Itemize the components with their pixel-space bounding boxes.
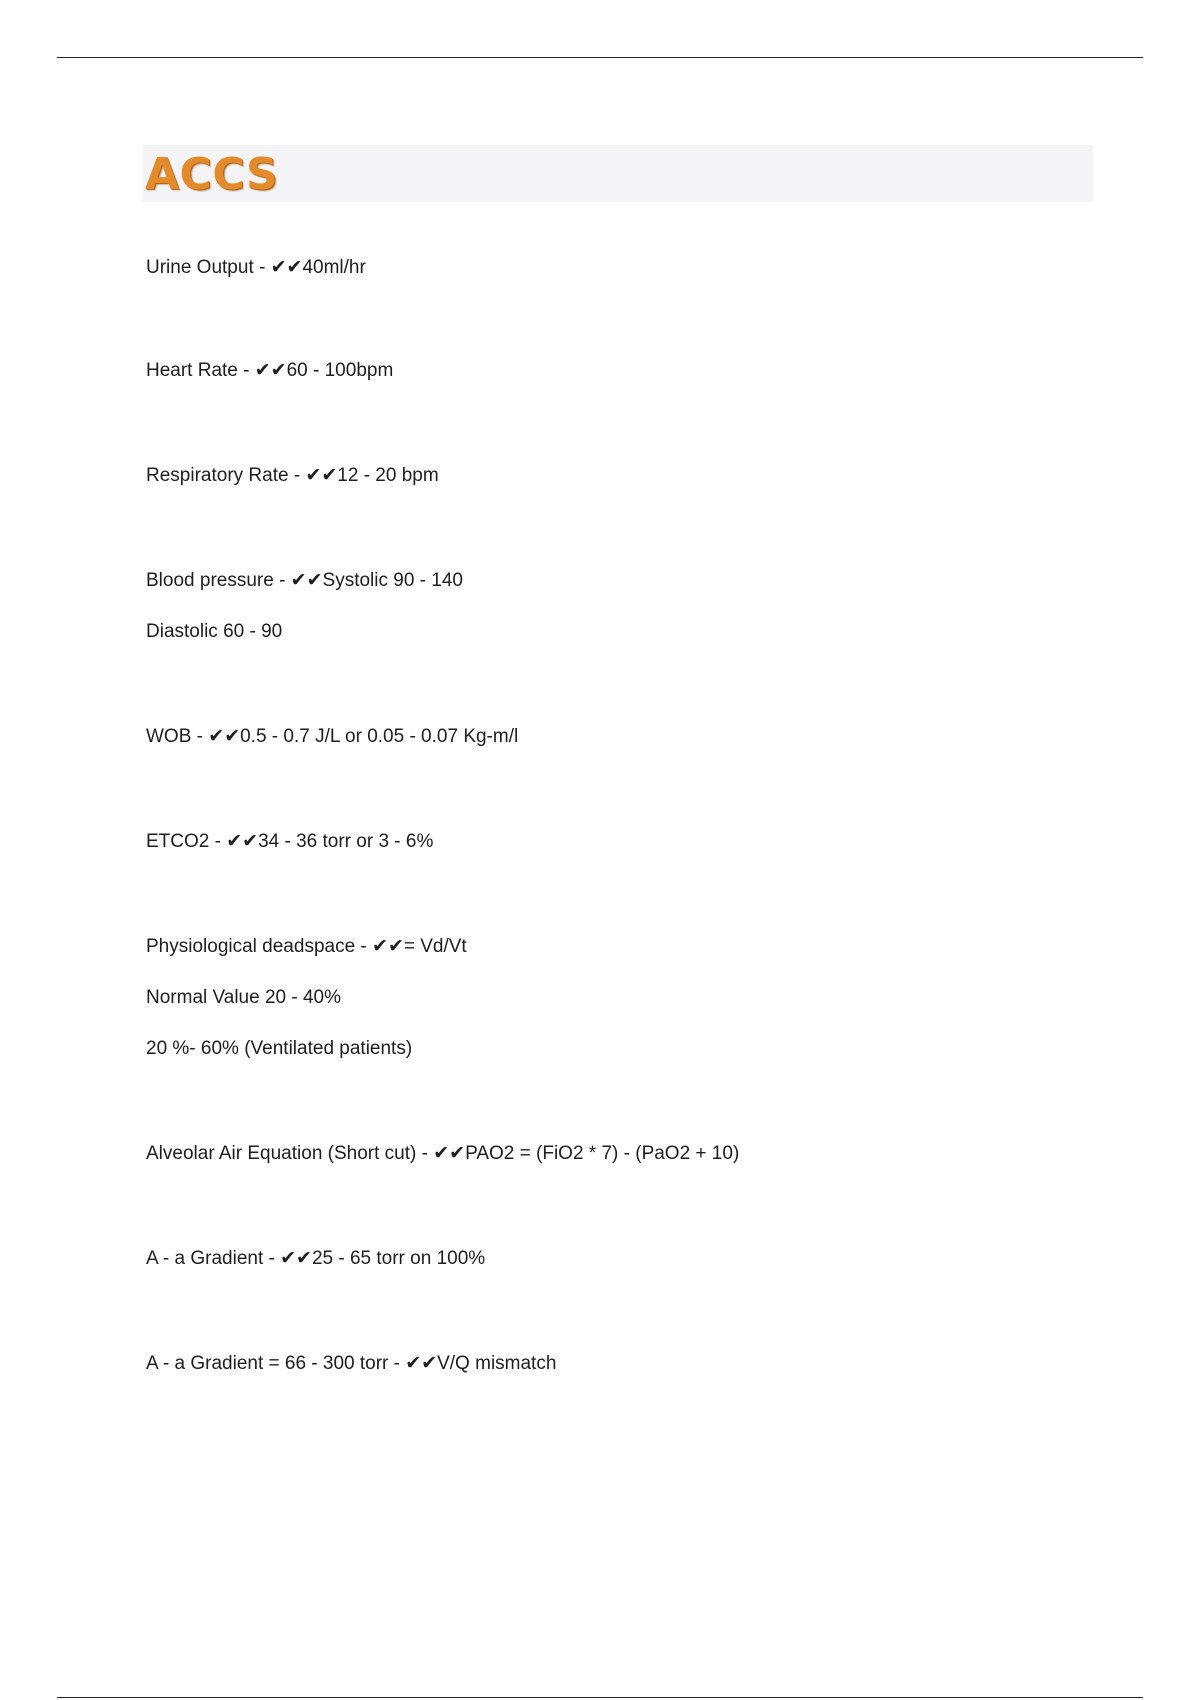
header-rule xyxy=(57,57,1143,58)
entry-alveolar-air-equation: Alveolar Air Equation (Short cut) - ✔✔PAO2 = (FiO2 * 7) - (PaO2 + 10) xyxy=(146,1143,740,1164)
entry-physiological-deadspace: Physiological deadspace - ✔✔= Vd/Vt xyxy=(146,936,467,957)
entry-ventilated-patients: 20 %- 60% (Ventilated patients) xyxy=(146,1038,413,1059)
entry-a-a-gradient: A - a Gradient - ✔✔25 - 65 torr on 100% xyxy=(146,1248,486,1269)
entry-urine-output: Urine Output - ✔✔40ml/hr xyxy=(146,257,366,278)
entry-heart-rate: Heart Rate - ✔✔60 - 100bpm xyxy=(146,360,394,381)
entry-a-a-gradient-mismatch: A - a Gradient = 66 - 300 torr - ✔✔V/Q mismatch xyxy=(146,1353,557,1374)
entry-etco2: ETCO2 - ✔✔34 - 36 torr or 3 - 6% xyxy=(146,831,434,852)
entry-respiratory-rate: Respiratory Rate - ✔✔12 - 20 bpm xyxy=(146,465,439,486)
title-banner xyxy=(143,145,1093,202)
document-title: ACCS xyxy=(145,149,279,200)
entry-normal-value: Normal Value 20 - 40% xyxy=(146,987,342,1008)
footer-rule xyxy=(57,1697,1143,1698)
entry-diastolic: Diastolic 60 - 90 xyxy=(146,621,283,642)
entry-blood-pressure: Blood pressure - ✔✔Systolic 90 - 140 xyxy=(146,570,463,591)
entry-wob: WOB - ✔✔0.5 - 0.7 J/L or 0.05 - 0.07 Kg-m/l xyxy=(146,726,519,747)
